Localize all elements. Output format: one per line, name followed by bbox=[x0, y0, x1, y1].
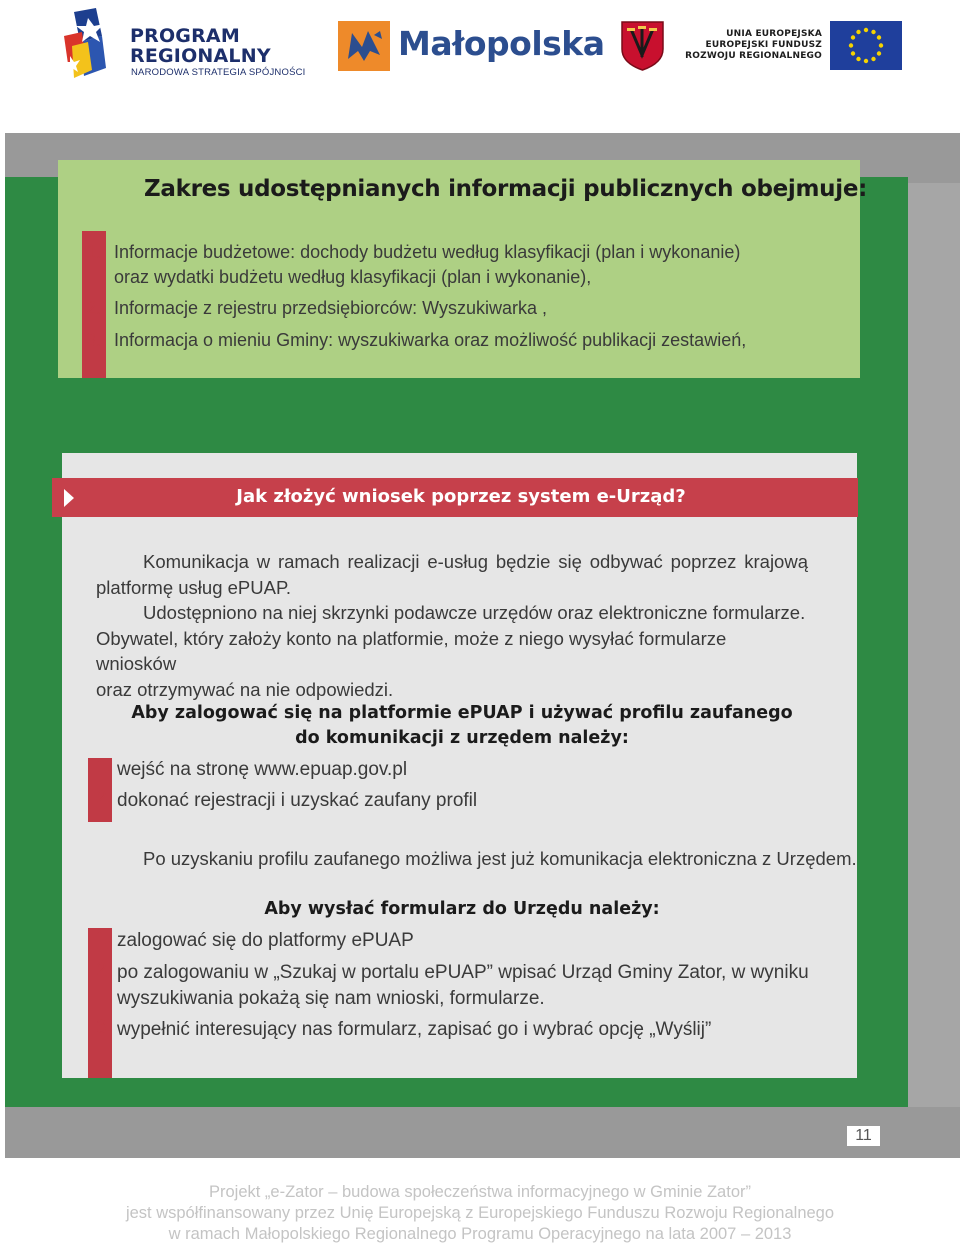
login-heading-line2: do komunikacji z urzędem należy: bbox=[295, 728, 629, 748]
login-heading-line1: Aby zalogować się na platformie ePUAP i używać profilu zaufanego bbox=[131, 703, 793, 723]
malopolska-wordmark: Małopolska bbox=[398, 24, 605, 63]
list-item bbox=[82, 240, 842, 290]
send-steps-list bbox=[96, 928, 836, 1048]
list-item-line2: wyszukiwania pokażą się nam wnioski, formularze. bbox=[117, 988, 545, 1009]
program-regionalny-line3: NARODOWA STRATEGIA SPÓJNOŚCI bbox=[131, 67, 306, 78]
list-number: 1. bbox=[96, 928, 112, 949]
page-number: 11 bbox=[847, 1126, 880, 1146]
public-info-list bbox=[82, 240, 842, 358]
bottom-grey-bar bbox=[5, 1116, 960, 1158]
ue-text bbox=[680, 29, 822, 62]
list-item bbox=[96, 928, 836, 960]
program-regionalny-logo-icon bbox=[62, 6, 112, 84]
program-regionalny-line2: REGIONALNY bbox=[130, 45, 271, 67]
coat-of-arms-icon bbox=[621, 21, 664, 71]
ue-line3: ROZWOJU REGIONALNEGO bbox=[685, 51, 822, 61]
list-item-text: zalogować się do platformy ePUAP bbox=[117, 930, 414, 951]
send-form-heading: Aby wysłać formularz do Urzędu należy: bbox=[264, 899, 660, 919]
paragraph-communication bbox=[96, 549, 808, 702]
paragraph-line: oraz otrzymywać na nie odpowiedzi. bbox=[96, 678, 394, 700]
paragraph-line: Obywatel, który założy konto na platformie, może z niego wysyłać formularze wniosków bbox=[96, 627, 727, 674]
list-item bbox=[96, 757, 816, 788]
list-number: 1. bbox=[96, 757, 112, 778]
paragraph-line: platformę usług ePUAP. bbox=[96, 576, 292, 598]
list-item bbox=[96, 788, 816, 819]
header bbox=[0, 0, 960, 100]
paragraph-line: Udostępniono na niej skrzynki podawcze urzędów oraz elektroniczne formularze. bbox=[143, 602, 806, 623]
list-number: 3. bbox=[86, 330, 102, 350]
list-item-text: Informacje z rejestru przedsiębiorców: Wyszukiwarka , bbox=[114, 298, 547, 318]
ue-line1: UNIA EUROPEJSKA bbox=[726, 29, 822, 39]
grey-right-stripe bbox=[908, 183, 960, 1107]
list-number: 2. bbox=[96, 788, 112, 809]
list-item-text: Informacja o mieniu Gminy: wyszukiwarka oraz możliwość publikacji zestawień, bbox=[114, 330, 747, 350]
footer-line3: w ramach Małopolskiego Regionalnego Programu Operacyjnego na lata 2007 – 2013 bbox=[168, 1225, 792, 1243]
list-number: 3. bbox=[96, 1017, 112, 1038]
list-item-text bbox=[114, 240, 740, 290]
list-item bbox=[82, 328, 842, 358]
list-number: 2. bbox=[96, 960, 112, 981]
footer-line1: Projekt „e-Zator – budowa społeczeństwa informacyjnego w Gminie Zator” bbox=[209, 1183, 751, 1201]
paragraph-after-profile: Po uzyskaniu profilu zaufanego możliwa jest już komunikacja elektroniczna z Urzędem. bbox=[143, 848, 857, 869]
list-item bbox=[82, 296, 842, 328]
malopolska-logo-icon bbox=[338, 21, 390, 71]
login-heading bbox=[62, 701, 862, 751]
eu-flag-icon bbox=[830, 21, 902, 70]
list-item bbox=[96, 1017, 836, 1048]
list-item-text: dokonać rejestracji i uzyskać zaufany profil bbox=[117, 790, 478, 811]
list-item-text bbox=[117, 960, 809, 1012]
list-number: 2. bbox=[86, 298, 102, 318]
epuap-banner-title: Jak złożyć wniosek poprzez system e-Urząd? bbox=[236, 486, 686, 507]
login-steps-list bbox=[96, 757, 816, 819]
list-item-text: wejść na stronę www.epuap.gov.pl bbox=[117, 759, 408, 780]
list-item-line2: oraz wydatki budżetu według klasyfikacji (plan i wykonanie), bbox=[114, 267, 592, 287]
footer-line2: jest współfinansowany przez Unię Europejską z Europejskiego Funduszu Rozwoju Regionalnego bbox=[125, 1204, 835, 1222]
ue-line2: EUROPEJSKI FUNDUSZ bbox=[705, 40, 822, 50]
list-item-line1: Informacje budżetowe: dochody budżetu według klasyfikacji (plan i wykonanie) bbox=[114, 242, 741, 262]
program-regionalny-line1: PROGRAM bbox=[130, 25, 240, 47]
public-info-heading: Zakres udostępnianych informacji publicznych obejmuje: bbox=[144, 176, 868, 202]
list-item bbox=[96, 960, 836, 1017]
list-number: 1. bbox=[86, 242, 102, 262]
paragraph-line: Komunikacja w ramach realizacji e-usług będzie się odbywać poprzez krajową bbox=[143, 551, 808, 572]
list-item-line1: po zalogowaniu w „Szukaj w portalu ePUAP” wpisać Urząd Gminy Zator, w wyniku bbox=[117, 962, 809, 983]
list-item-text: wypełnić interesujący nas formularz, zapisać go i wybrać opcję „Wyślij” bbox=[117, 1019, 712, 1040]
